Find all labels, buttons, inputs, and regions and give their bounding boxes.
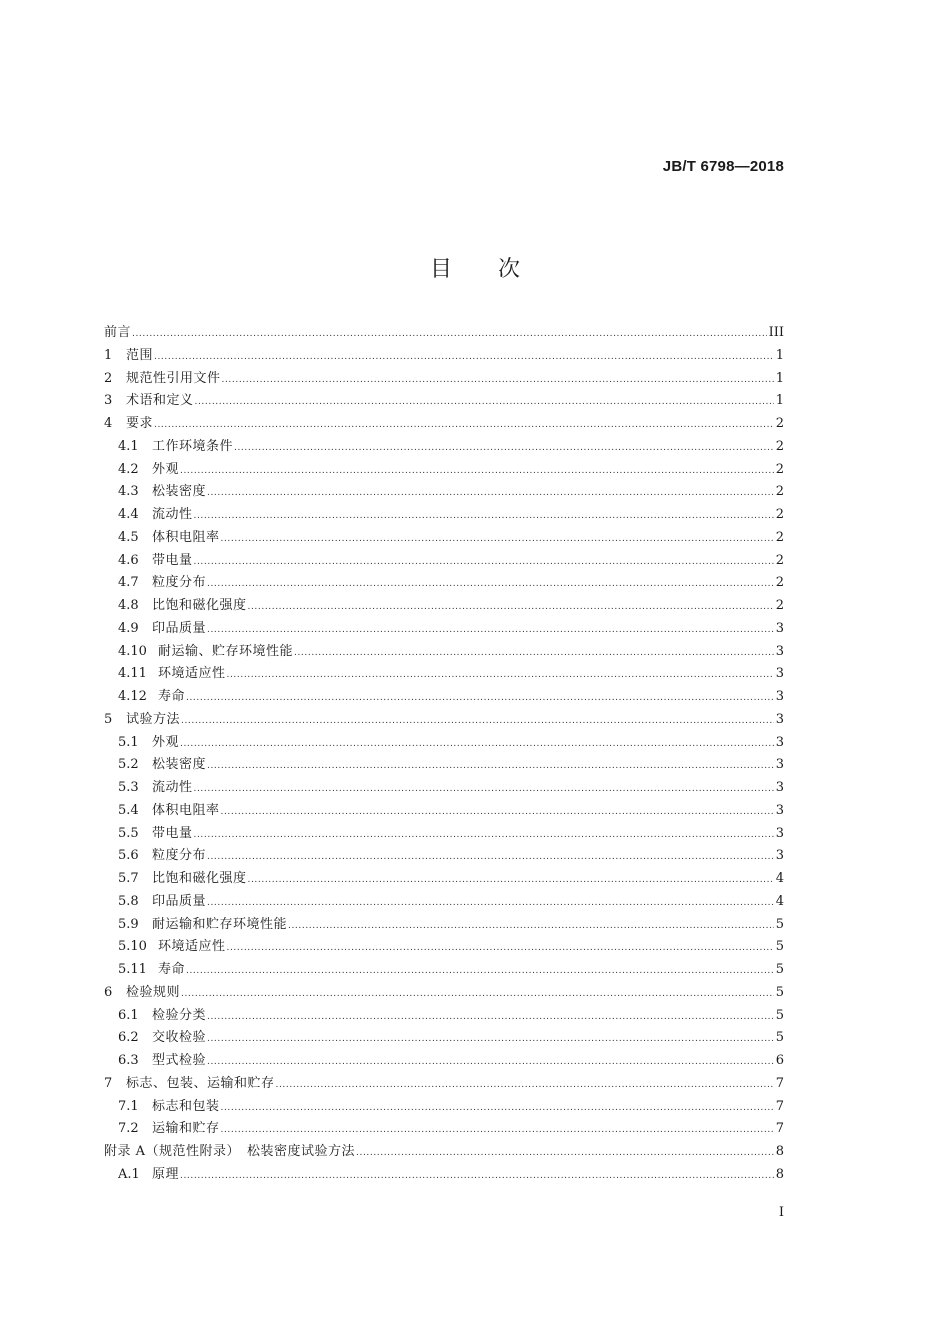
toc-entry-page: III <box>768 325 784 340</box>
toc-entry[interactable] <box>104 914 784 937</box>
toc-entry-number: 6 <box>104 984 113 1000</box>
toc-entry[interactable] <box>104 800 784 823</box>
toc-entry-page: 2 <box>775 507 784 522</box>
toc-entry-label: 印品质量 <box>152 620 207 636</box>
toc-entry-page: 2 <box>775 552 784 568</box>
toc-entry-label: 带电量 <box>152 552 193 568</box>
toc-entry-page: 2 <box>775 438 784 454</box>
dot-leader <box>181 710 774 733</box>
toc-entry-number: 5.3 <box>118 780 139 795</box>
toc-entry-label: 运输和贮存 <box>152 1121 220 1137</box>
toc-entry[interactable] <box>104 1073 784 1096</box>
toc-entry-number: 6.1 <box>118 1007 139 1023</box>
toc-entry-number: 4 <box>104 416 113 431</box>
toc-entry-page: 3 <box>775 757 784 773</box>
toc-entry[interactable] <box>104 732 784 755</box>
toc-entry[interactable] <box>104 891 784 914</box>
dot-leader <box>248 596 774 619</box>
toc-entry-number: 7.2 <box>118 1121 139 1137</box>
toc-entry-number: 5.2 <box>118 757 139 773</box>
dot-leader <box>221 528 774 551</box>
toc-entry-page: 5 <box>775 916 784 932</box>
toc-entry-label: 原理 <box>152 1166 180 1182</box>
dot-leader <box>207 892 774 915</box>
toc-entry-number: 7 <box>104 1075 113 1091</box>
toc-entry-page: 1 <box>775 370 784 386</box>
dot-leader <box>194 551 774 574</box>
toc-entry-label: 流动性 <box>152 780 193 795</box>
toc-entry-page: 8 <box>775 1166 784 1182</box>
toc-entry-page: 2 <box>775 598 784 613</box>
dot-leader <box>207 573 774 596</box>
toc-entry-label: 标志和包装 <box>152 1098 220 1114</box>
toc-entry-number: 5.9 <box>118 916 139 932</box>
toc-entry[interactable] <box>104 595 784 618</box>
toc-entry-number: 5.1 <box>118 734 139 750</box>
toc-entry-page: 5 <box>775 1007 784 1023</box>
toc-entry-label: 印品质量 <box>152 893 207 909</box>
toc-entry-label: 检验分类 <box>152 1007 207 1023</box>
toc-entry-number: 4.6 <box>118 552 139 568</box>
toc-entry-label: 外观 <box>152 461 180 477</box>
toc-entry[interactable] <box>104 845 784 868</box>
toc-entry-page: 2 <box>775 484 784 500</box>
toc-entry[interactable] <box>104 1164 784 1187</box>
toc-entry[interactable] <box>104 1050 784 1073</box>
toc-entry-label: 粒度分布 <box>152 575 207 591</box>
toc-entry-page: 6 <box>775 1053 784 1068</box>
standard-number: JB/T 6798—2018 <box>662 158 784 175</box>
dot-leader <box>207 1028 774 1051</box>
toc-entry-label: 术语和定义 <box>126 393 194 409</box>
toc-entry[interactable] <box>104 754 784 777</box>
toc-entry-page: 3 <box>775 643 784 659</box>
toc-entry-page: 3 <box>775 780 784 795</box>
dot-leader <box>154 414 774 437</box>
dot-leader <box>207 846 774 869</box>
dot-leader <box>207 482 774 505</box>
dot-leader <box>194 824 774 847</box>
toc-entry-number: 7.1 <box>118 1098 139 1114</box>
toc-entry-label: 松装密度 <box>152 757 207 773</box>
dot-leader <box>227 664 774 687</box>
toc-entry-number: 4.8 <box>118 598 139 613</box>
toc-entry-number: 5 <box>104 711 113 727</box>
dot-leader <box>221 801 774 824</box>
dot-leader <box>221 1097 774 1120</box>
toc-entry-label: 要求 <box>126 416 154 431</box>
toc-entry-label: 试验方法 <box>126 711 181 727</box>
toc-entry-page: 4 <box>775 871 784 886</box>
toc-entry-number: 5.11 <box>118 962 147 977</box>
dot-leader <box>181 983 774 1006</box>
dot-leader <box>356 1142 774 1165</box>
toc-entry-page: 7 <box>775 1075 784 1091</box>
title-char-1: 目 <box>429 257 452 282</box>
toc-entry-page: 3 <box>775 825 784 841</box>
toc-entry-label: 型式检验 <box>152 1053 207 1068</box>
toc-entry[interactable] <box>104 390 784 413</box>
toc-entry-label: 耐运输、贮存环境性能 <box>158 643 294 659</box>
toc-entry-number: 3 <box>104 393 113 409</box>
toc-entry-page: 5 <box>775 962 784 977</box>
toc-entry-number: 6.3 <box>118 1053 139 1068</box>
toc-entry-number: 2 <box>104 370 113 386</box>
toc-entry-number: 5.6 <box>118 848 139 864</box>
toc-entry-label: 寿命 <box>158 689 186 704</box>
toc-entry[interactable] <box>104 504 784 527</box>
dot-leader <box>186 960 774 983</box>
toc-entry-page: 3 <box>775 802 784 818</box>
toc-entry-number: 4.5 <box>118 529 139 545</box>
toc-entry-page: 7 <box>775 1098 784 1114</box>
toc-entry[interactable] <box>104 572 784 595</box>
toc-entry[interactable] <box>104 413 784 436</box>
toc-entry-label: 标志、包装、运输和贮存 <box>126 1075 275 1091</box>
toc-entry[interactable] <box>104 868 784 891</box>
toc-entry-page: 2 <box>775 575 784 591</box>
dot-leader <box>180 460 774 483</box>
dot-leader <box>288 915 774 938</box>
toc-entry-label: 规范性引用文件 <box>126 370 221 386</box>
toc-entry-number: 4.4 <box>118 507 139 522</box>
toc-entry[interactable] <box>104 436 784 459</box>
page-number: I <box>778 1205 784 1220</box>
toc-entry[interactable] <box>104 618 784 641</box>
dot-leader <box>248 869 774 892</box>
toc-entry[interactable] <box>104 641 784 664</box>
toc-entry[interactable] <box>104 936 784 959</box>
toc-entry[interactable] <box>104 823 784 846</box>
toc-entry[interactable] <box>104 481 784 504</box>
toc-entry-label: 体积电阻率 <box>152 529 220 545</box>
toc-entry[interactable] <box>104 777 784 800</box>
toc-entry-label: 范围 <box>126 347 154 363</box>
dot-leader <box>180 733 774 756</box>
dot-leader <box>154 346 774 369</box>
toc-entry[interactable] <box>104 1005 784 1028</box>
toc-entry-number: 5.8 <box>118 893 139 909</box>
toc-entry-number: 4.1 <box>118 438 139 454</box>
toc-entry-number: 4.2 <box>118 461 139 477</box>
dot-leader <box>221 1119 774 1142</box>
toc-entry-label: 检验规则 <box>126 984 181 1000</box>
toc-entry-number: 5.10 <box>118 939 147 955</box>
toc-entry-page: 5 <box>775 939 784 955</box>
toc-entry[interactable] <box>104 1096 784 1119</box>
toc-entry-label: 耐运输和贮存环境性能 <box>152 916 288 932</box>
toc-entry[interactable] <box>104 345 784 368</box>
dot-leader <box>186 687 774 710</box>
toc-entry-label: 环境适应性 <box>158 666 226 682</box>
toc-entry-label: 粒度分布 <box>152 848 207 864</box>
toc-entry-number: 5.7 <box>118 871 139 886</box>
toc-entry[interactable] <box>104 959 784 982</box>
toc-entry-number: 4.7 <box>118 575 139 591</box>
toc-entry-page: 5 <box>775 984 784 1000</box>
toc-entry-number: 4.9 <box>118 620 139 636</box>
toc-entry-number: 4.12 <box>118 689 147 704</box>
toc-entry-page: 2 <box>775 461 784 477</box>
dot-leader <box>194 505 774 528</box>
toc-entry-page: 3 <box>775 689 784 704</box>
dot-leader <box>132 323 767 346</box>
toc-entry[interactable] <box>104 550 784 573</box>
toc-entry-label: 工作环境条件 <box>152 438 234 454</box>
title-char-2: 次 <box>498 257 521 282</box>
toc-entry-number: 5.5 <box>118 825 139 841</box>
dot-leader <box>276 1074 774 1097</box>
dot-leader <box>207 1051 774 1074</box>
toc-entry[interactable] <box>104 322 784 345</box>
toc-entry-page: 1 <box>775 393 784 409</box>
toc-entry[interactable] <box>104 368 784 391</box>
toc-entry[interactable] <box>104 1027 784 1050</box>
toc-entry-label: 流动性 <box>152 507 193 522</box>
dot-leader <box>207 755 774 778</box>
toc-entry-page: 1 <box>775 347 784 363</box>
toc-entry[interactable] <box>104 982 784 1005</box>
dot-leader <box>180 1165 774 1188</box>
toc-entry-label: 比饱和磁化强度 <box>152 598 247 613</box>
toc-entry-page: 3 <box>775 848 784 864</box>
dot-leader <box>207 619 774 642</box>
toc-entry-label: 环境适应性 <box>158 939 226 955</box>
toc-entry-page: 5 <box>775 1030 784 1046</box>
toc-entry-number: 5.4 <box>118 802 139 818</box>
dot-leader <box>207 1006 774 1029</box>
toc-entry-label: 带电量 <box>152 825 193 841</box>
toc-entry[interactable] <box>104 686 784 709</box>
toc-entry-label: 寿命 <box>158 962 186 977</box>
page-title <box>0 252 950 283</box>
table-of-contents <box>104 322 784 1187</box>
toc-entry-label: 体积电阻率 <box>152 802 220 818</box>
toc-entry[interactable] <box>104 459 784 482</box>
toc-entry-label: 松装密度 <box>152 484 207 500</box>
toc-entry-page: 2 <box>775 416 784 431</box>
toc-entry-label: 比饱和磁化强度 <box>152 871 247 886</box>
toc-entry-page: 7 <box>775 1121 784 1137</box>
dot-leader <box>234 437 774 460</box>
toc-entry-label: 外观 <box>152 734 180 750</box>
toc-entry-number: A.1 <box>118 1166 140 1182</box>
toc-entry[interactable] <box>104 709 784 732</box>
toc-entry-number: 4.10 <box>118 643 147 659</box>
toc-entry-page: 4 <box>775 893 784 909</box>
toc-entry[interactable] <box>104 527 784 550</box>
toc-entry-page: 3 <box>775 620 784 636</box>
toc-entry-label: 前言 <box>104 325 132 340</box>
toc-entry-page: 3 <box>775 711 784 727</box>
toc-entry-page: 3 <box>775 734 784 750</box>
toc-entry-number: 1 <box>104 347 113 363</box>
dot-leader <box>294 642 774 665</box>
dot-leader <box>222 369 774 392</box>
dot-leader <box>194 778 774 801</box>
toc-entry-page: 2 <box>775 529 784 545</box>
toc-entry-label: 交收检验 <box>152 1030 207 1046</box>
dot-leader <box>195 391 774 414</box>
toc-entry[interactable] <box>104 663 784 686</box>
toc-entry[interactable] <box>104 1118 784 1141</box>
toc-entry-page: 8 <box>775 1144 784 1159</box>
toc-entry-number: 4.3 <box>118 484 139 500</box>
toc-entry-number: 6.2 <box>118 1030 139 1046</box>
toc-entry-page: 3 <box>775 666 784 682</box>
toc-entry-number: 4.11 <box>118 666 147 682</box>
toc-entry-label: 附录 A（规范性附录） 松装密度试验方法 <box>104 1144 356 1159</box>
dot-leader <box>227 937 774 960</box>
toc-entry[interactable] <box>104 1141 784 1164</box>
